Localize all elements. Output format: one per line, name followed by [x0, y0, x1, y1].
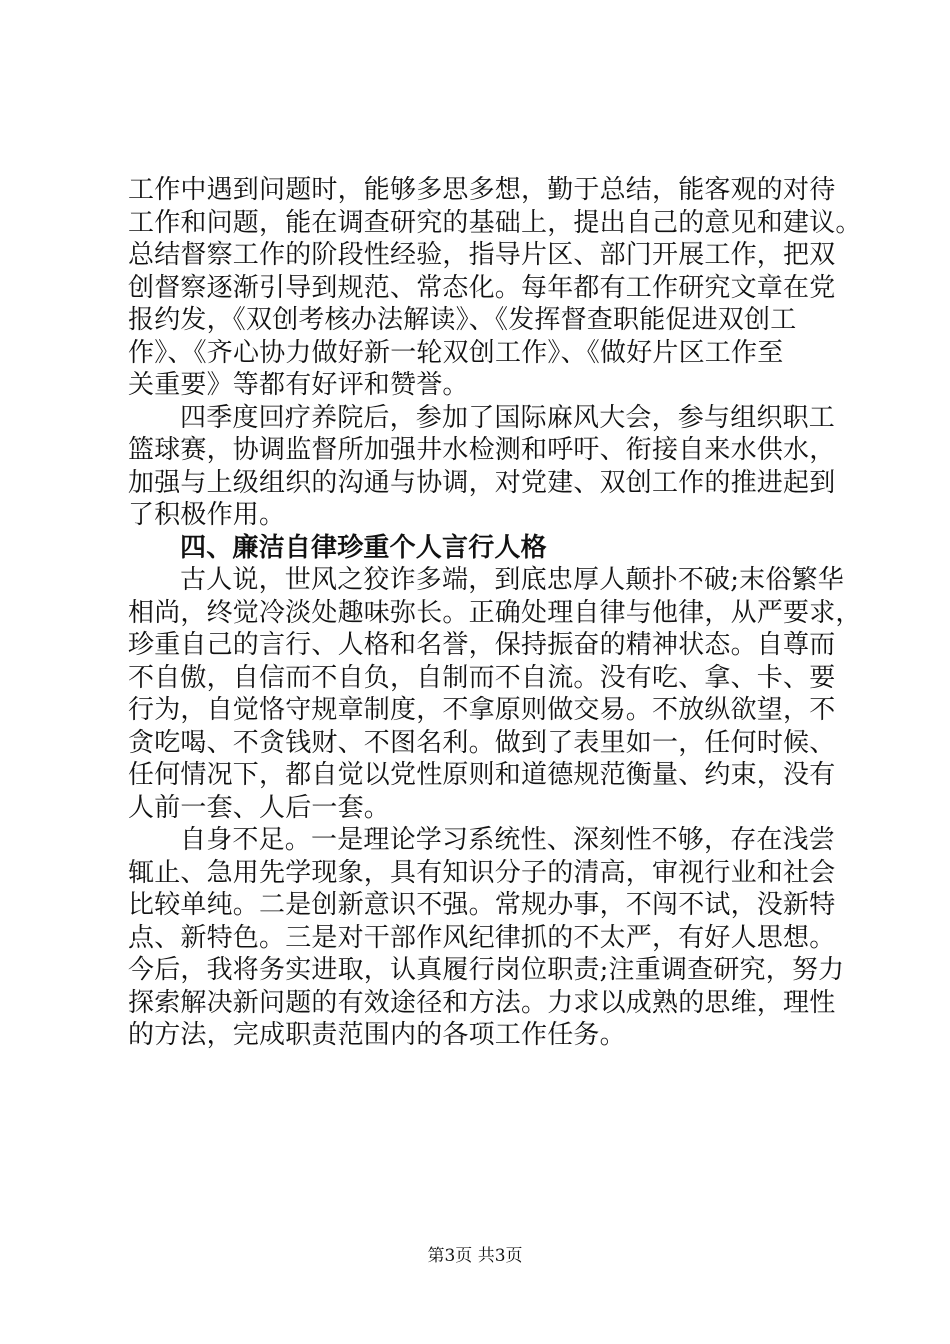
text-line: 工作中遇到问题时，能够多思多想，勤于总结，能客观的对待 [128, 175, 836, 205]
text-line: 珍重自己的言行、人格和名誉，保持振奋的精神状态。自尊而 [128, 630, 836, 660]
text-line: 创督察逐渐引导到规范、常态化。每年都有工作研究文章在党 [128, 272, 836, 303]
text-line: 比较单纯。二是创新意识不强。常规办事，不闯不试，没新特 [128, 890, 836, 920]
page-number-footer: 第3页 共3页 [427, 1246, 523, 1266]
text-line: 相尚，终觉冷淡处趣味弥长。正确处理自律与他律，从严要求， [128, 597, 862, 628]
text-line: 自身不足。一是理论学习系统性、深刻性不够，存在浅尝 [180, 825, 836, 855]
text-line: 不自傲，自信而不自负，自制而不自流。没有吃、拿、卡、要 [128, 662, 836, 693]
text-line: 点、新特色。三是对干部作风纪律抓的不太严，有好人思想。 [128, 922, 836, 953]
text-line: 了积极作用。 [128, 500, 286, 530]
text-line: 古人说，世风之狡诈多端，到底忠厚人颠扑不破;末俗繁华 [180, 565, 844, 595]
text-line: 探索解决新问题的有效途径和方法。力求以成熟的思维，理性 [128, 987, 836, 1018]
text-line: 加强与上级组织的沟通与协调，对党建、双创工作的推进起到 [128, 467, 836, 498]
paragraph [128, 174, 862, 402]
heading-line: 四、廉洁自律珍重个人言行人格 [180, 532, 547, 563]
text-line: 辄止、急用先学现象，具有知识分子的清高，审视行业和社会 [128, 857, 836, 888]
text-line: 贪吃喝、不贪钱财、不图名利。做到了表里如一，任何时候、 [128, 727, 836, 758]
text-line: 报约发，《双创考核办法解读》、《发挥督查职能促进双创工 [128, 305, 797, 335]
document-body [128, 174, 862, 1052]
text-line: 四季度回疗养院后，参加了国际麻风大会，参与组织职工 [180, 402, 836, 433]
text-line: 总结督察工作的阶段性经验，指导片区、部门开展工作，把双 [128, 240, 836, 270]
text-line: 行为，自觉恪守规章制度，不拿原则做交易。不放纵欲望，不 [128, 695, 836, 725]
text-line: 篮球赛，协调监督所加强井水检测和呼吁、衔接自来水供水， [128, 435, 836, 465]
paragraph [128, 402, 836, 532]
text-line: 关重要》等都有好评和赞誉。 [128, 370, 469, 400]
text-line: 人前一套、人后一套。 [128, 792, 391, 823]
paragraph [128, 564, 862, 824]
text-line: 工作和问题，能在调查研究的基础上，提出自己的意见和建议。 [128, 207, 862, 238]
text-line: 的方法，完成职责范围内的各项工作任务。 [128, 1020, 626, 1050]
text-line: 任何情况下，都自觉以党性原则和道德规范衡量、约束，没有 [128, 760, 836, 790]
text-line: 作》、《齐心协力做好新一轮双创工作》、《做好片区工作至 [128, 337, 784, 368]
section-heading [128, 532, 828, 565]
text-line: 今后，我将务实进取，认真履行岗位职责;注重调查研究，努力 [128, 955, 845, 985]
paragraph [128, 824, 845, 1052]
